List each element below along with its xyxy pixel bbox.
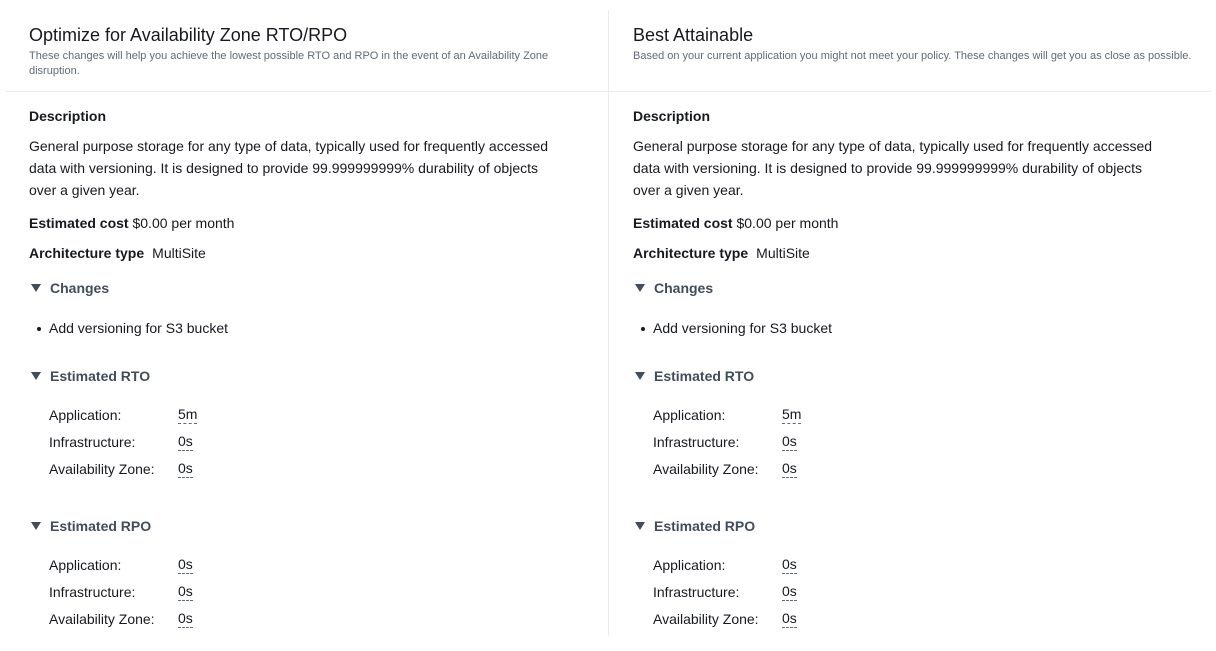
rto-row-application [49, 406, 608, 433]
caret-down-icon [31, 284, 41, 292]
rto-value[interactable]: 0s [178, 460, 193, 476]
rpo-values [29, 556, 608, 637]
estimated-cost-label: Estimated cost [633, 215, 733, 231]
rto-key: Availability Zone: [49, 461, 155, 477]
rto-value[interactable]: 0s [178, 433, 193, 449]
caret-down-icon [635, 372, 645, 380]
column-divider [608, 10, 609, 636]
rpo-value[interactable]: 0s [178, 556, 193, 572]
changes-label: Changes [654, 280, 714, 296]
estimated-rto-label: Estimated RTO [654, 368, 755, 384]
estimated-rto-expander[interactable] [633, 367, 1216, 385]
panel-subtitle: These changes will help you achieve the lowest possible RTO and RPO in the event of an Availability Zone disruption. [29, 50, 549, 77]
caret-down-icon [635, 522, 645, 530]
rto-value[interactable]: 0s [782, 433, 797, 449]
architecture-type-value: MultiSite [152, 245, 206, 261]
rto-values [633, 406, 1216, 487]
changes-expander[interactable] [633, 279, 1216, 297]
panel-body [608, 92, 1216, 637]
rpo-value[interactable]: 0s [782, 610, 797, 626]
rpo-value[interactable]: 0s [782, 556, 797, 572]
rto-row-infrastructure [653, 433, 1216, 460]
rpo-row-application [653, 556, 1216, 583]
architecture-type-label: Architecture type [29, 245, 145, 261]
rto-row-infrastructure [49, 433, 608, 460]
rto-key: Infrastructure: [653, 434, 740, 450]
panel-title: Optimize for Availability Zone RTO/RPO [29, 25, 348, 45]
panel-header [608, 0, 1216, 92]
rpo-row-availability-zone [653, 610, 1216, 637]
architecture-type-value: MultiSite [756, 245, 810, 261]
caret-down-icon [635, 284, 645, 292]
header-divider [6, 91, 608, 92]
description-label: Description [29, 108, 107, 124]
rto-key: Availability Zone: [653, 461, 759, 477]
rpo-key: Availability Zone: [653, 611, 759, 627]
header-divider [608, 91, 1212, 92]
description-text: General purpose storage for any type of data, typically used for frequently accessed data with versioning. It is designed to provide 99.999999999% durability of objects over a given year. [633, 138, 1153, 198]
estimated-cost-value: $0.00 per month [736, 215, 839, 231]
panel-best-attainable [608, 0, 1216, 651]
caret-down-icon [31, 372, 41, 380]
architecture-type [633, 244, 1216, 262]
panel-body [0, 92, 608, 637]
changes-label: Changes [50, 280, 110, 296]
rto-value[interactable]: 0s [782, 460, 797, 476]
rpo-value[interactable]: 0s [782, 583, 797, 599]
estimated-cost [29, 214, 608, 232]
rpo-key: Infrastructure: [653, 584, 740, 600]
description-label: Description [633, 108, 711, 124]
changes-expander[interactable] [29, 279, 608, 297]
estimated-cost-value: $0.00 per month [132, 215, 235, 231]
rto-values [29, 406, 608, 487]
rpo-row-infrastructure [49, 583, 608, 610]
rpo-row-application [49, 556, 608, 583]
architecture-type-label: Architecture type [633, 245, 749, 261]
rto-row-availability-zone [653, 460, 1216, 487]
rpo-key: Application: [49, 557, 122, 573]
rto-key: Application: [653, 407, 726, 423]
panel-subtitle: Based on your current application you might not meet your policy. These changes will get you as close as possible. [633, 50, 1192, 62]
rpo-key: Infrastructure: [49, 584, 136, 600]
architecture-type [29, 244, 608, 262]
changes-list [633, 319, 1216, 337]
rpo-key: Application: [653, 557, 726, 573]
rpo-values [633, 556, 1216, 637]
description-text: General purpose storage for any type of data, typically used for frequently accessed data with versioning. It is designed to provide 99.999999999% durability of objects over a given year. [29, 138, 549, 198]
estimated-rpo-expander[interactable] [633, 517, 1216, 535]
estimated-rto-expander[interactable] [29, 367, 608, 385]
list-item: Add versioning for S3 bucket [653, 319, 1216, 337]
rto-key: Application: [49, 407, 122, 423]
caret-down-icon [31, 522, 41, 530]
rto-row-application [653, 406, 1216, 433]
rto-row-availability-zone [49, 460, 608, 487]
estimated-rto-label: Estimated RTO [50, 368, 151, 384]
rpo-value[interactable]: 0s [178, 610, 193, 626]
rpo-value[interactable]: 0s [178, 583, 193, 599]
panel-header [0, 0, 608, 92]
rpo-key: Availability Zone: [49, 611, 155, 627]
changes-list [29, 319, 608, 337]
estimated-cost-label: Estimated cost [29, 215, 129, 231]
rto-key: Infrastructure: [49, 434, 136, 450]
estimated-rpo-label: Estimated RPO [654, 518, 756, 534]
estimated-cost [633, 214, 1216, 232]
estimated-rpo-expander[interactable] [29, 517, 608, 535]
estimated-rpo-label: Estimated RPO [50, 518, 152, 534]
rpo-row-infrastructure [653, 583, 1216, 610]
list-item: Add versioning for S3 bucket [49, 319, 608, 337]
rpo-row-availability-zone [49, 610, 608, 637]
rto-value[interactable]: 5m [178, 406, 198, 422]
rto-value[interactable]: 5m [782, 406, 802, 422]
panel-title: Best Attainable [633, 25, 754, 45]
